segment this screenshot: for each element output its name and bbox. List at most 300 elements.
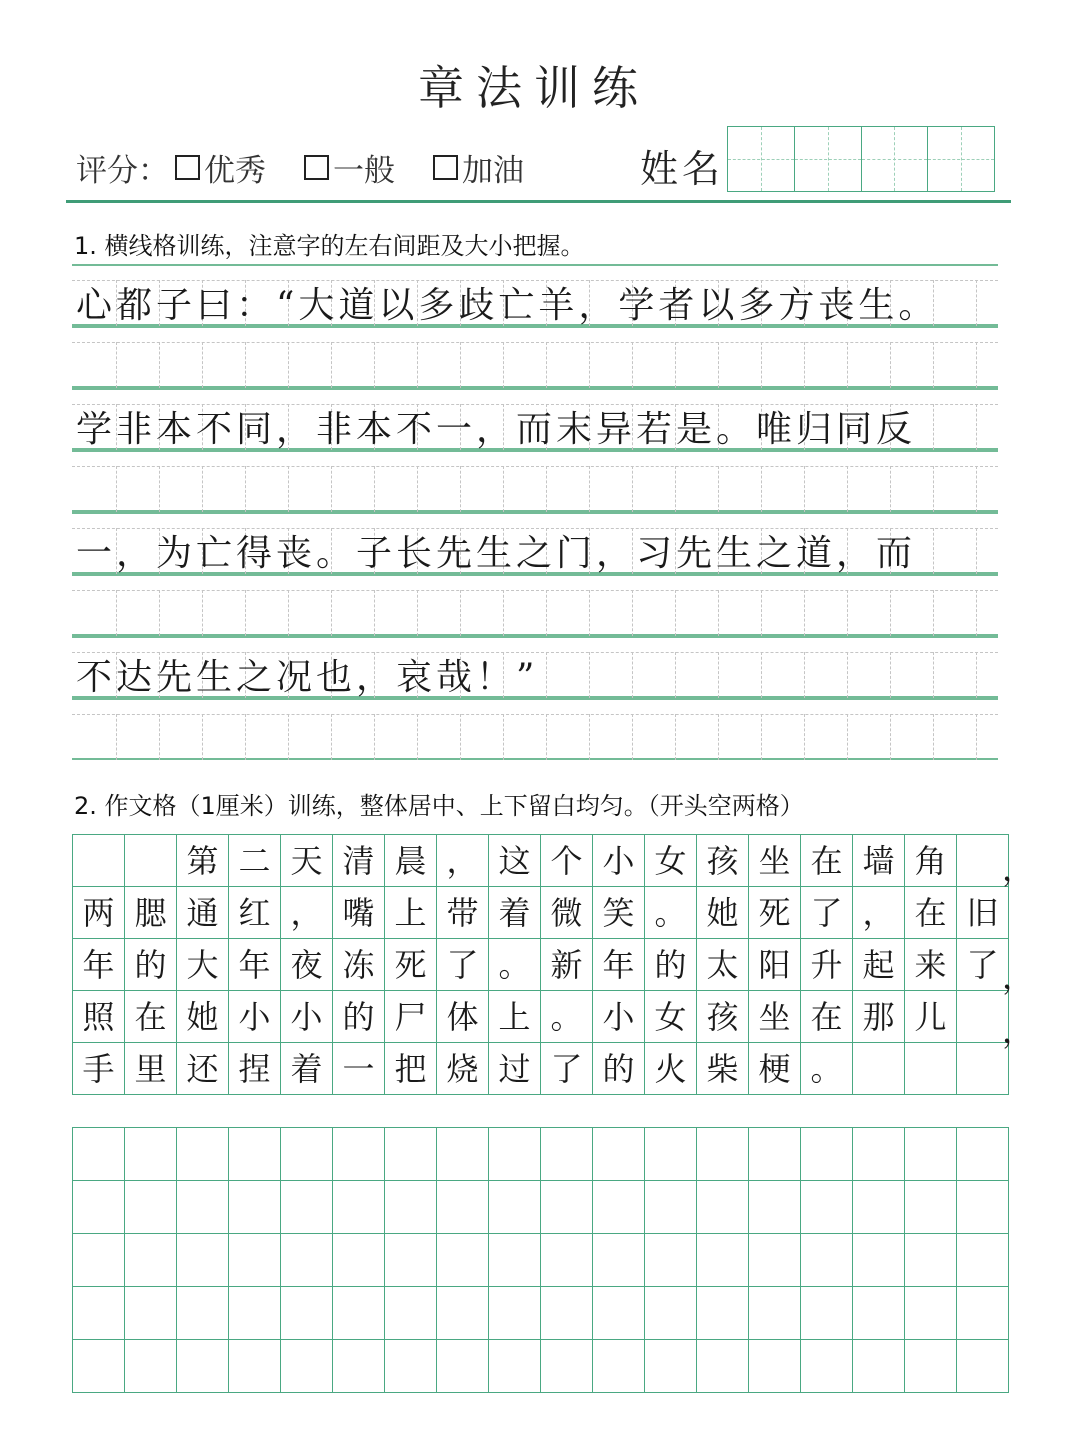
blank-grid-cell[interactable] [905, 1340, 957, 1393]
sample-text: 一，为亡得丧。子长先生之门，习先生之道，而 [76, 533, 917, 574]
grid-cell: 。 [489, 939, 541, 991]
column-guide [804, 466, 805, 512]
column-guide [116, 590, 117, 636]
grid-cell: 过 [489, 1043, 541, 1095]
column-guide [288, 590, 289, 636]
blank-grid-cell[interactable] [385, 1128, 437, 1181]
column-guide [976, 342, 977, 388]
blank-grid-cell[interactable] [333, 1181, 385, 1234]
grid-cell: 笑 [593, 887, 645, 939]
blank-grid-cell[interactable] [437, 1128, 489, 1181]
checkbox-keep-going[interactable] [433, 155, 458, 180]
column-guide [718, 714, 719, 760]
column-guide [245, 590, 246, 636]
column-guide [761, 714, 762, 760]
grid-row [73, 835, 1009, 887]
grid-cell: 尸 [385, 991, 437, 1043]
blank-grid-cell[interactable] [957, 1234, 1009, 1287]
column-guide [288, 714, 289, 760]
name-writing-grid[interactable] [727, 126, 995, 192]
grid-cell: 墙 [853, 835, 905, 887]
grid-cell: 年 [229, 939, 281, 991]
ruled-line [72, 280, 998, 281]
column-guide [632, 714, 633, 760]
column-guide [116, 342, 117, 388]
grid-cell [125, 835, 177, 887]
name-cell[interactable] [728, 127, 795, 191]
ruled-line [72, 466, 998, 467]
grid-cell: 把 [385, 1043, 437, 1095]
column-guide [632, 466, 633, 512]
blank-grid-cell[interactable] [229, 1128, 281, 1181]
practice-line[interactable] [72, 450, 998, 512]
column-guide [804, 652, 805, 698]
blank-grid-cell[interactable] [125, 1128, 177, 1181]
blank-grid-cell[interactable] [73, 1287, 125, 1340]
practice-line[interactable] [72, 698, 998, 760]
column-guide [933, 466, 934, 512]
ruled-line [72, 758, 998, 760]
blank-grid-cell[interactable] [801, 1234, 853, 1287]
column-guide [460, 466, 461, 512]
column-guide [159, 714, 160, 760]
blank-grid-cell[interactable] [957, 1128, 1009, 1181]
column-guide [202, 342, 203, 388]
column-guide [116, 466, 117, 512]
blank-grid-row [73, 1234, 1009, 1287]
sample-text-line [72, 636, 998, 698]
grid-cell: 捏 [229, 1043, 281, 1095]
blank-grid-cell[interactable] [593, 1181, 645, 1234]
ruled-line [72, 590, 998, 591]
grid-cell: 年 [593, 939, 645, 991]
blank-grid-cell[interactable] [697, 1234, 749, 1287]
grid-cell: 坐 [749, 991, 801, 1043]
column-guide [804, 590, 805, 636]
column-guide [804, 342, 805, 388]
grid-cell: 里 [125, 1043, 177, 1095]
page-title: 章法训练 [418, 61, 650, 115]
blank-grid-cell[interactable] [645, 1340, 697, 1393]
column-guide [245, 714, 246, 760]
blank-grid-cell[interactable] [749, 1340, 801, 1393]
name-cell[interactable] [795, 127, 862, 191]
grid-cell: 清 [333, 835, 385, 887]
blank-grid-cell[interactable] [801, 1181, 853, 1234]
ruled-line [72, 512, 998, 514]
column-guide [890, 342, 891, 388]
grid-cell: 小 [593, 835, 645, 887]
blank-grid-cell[interactable] [749, 1234, 801, 1287]
grid-cell: 了 [957, 939, 1009, 991]
blank-grid-cell[interactable] [281, 1181, 333, 1234]
grid-cell: 小 [281, 991, 333, 1043]
grid-cell: 第 [177, 835, 229, 887]
blank-grid-cell[interactable] [905, 1128, 957, 1181]
grid-cell: 手 [73, 1043, 125, 1095]
column-guide [976, 280, 977, 326]
blank-grid-cell[interactable] [489, 1181, 541, 1234]
column-guide [288, 466, 289, 512]
column-guide [933, 652, 934, 698]
blank-grid-cell[interactable] [177, 1340, 229, 1393]
blank-grid-cell[interactable] [385, 1287, 437, 1340]
grid-cell: 太 [697, 939, 749, 991]
blank-grid-cell[interactable] [489, 1287, 541, 1340]
column-guide [847, 466, 848, 512]
ruled-line [72, 574, 998, 576]
grid-cell: 一 [333, 1043, 385, 1095]
blank-grid-cell[interactable] [801, 1340, 853, 1393]
grid-cell: 着 [281, 1043, 333, 1095]
grid-cell: 的 [593, 1043, 645, 1095]
ruled-line [72, 714, 998, 715]
blank-grid-cell[interactable] [749, 1181, 801, 1234]
blank-grid-cell[interactable] [437, 1181, 489, 1234]
column-guide [933, 590, 934, 636]
column-guide [202, 466, 203, 512]
column-guide [503, 714, 504, 760]
blank-grid-cell[interactable] [593, 1287, 645, 1340]
score-option-label: 加油 [462, 152, 524, 189]
column-guide [976, 590, 977, 636]
column-guide [159, 590, 160, 636]
grid-cell: 了 [801, 887, 853, 939]
blank-grid-cell[interactable] [645, 1181, 697, 1234]
grid-cell: 着 [489, 887, 541, 939]
grid-cell: 孩 [697, 991, 749, 1043]
blank-grid-cell[interactable] [125, 1287, 177, 1340]
column-guide [933, 528, 934, 574]
blank-grid-cell[interactable] [177, 1128, 229, 1181]
blank-grid-cell[interactable] [541, 1340, 593, 1393]
grid-cell: 照 [73, 991, 125, 1043]
grid-row [73, 991, 1009, 1043]
grid-row [73, 939, 1009, 991]
score-label: 评分： [76, 152, 169, 189]
blank-grid-cell[interactable] [437, 1340, 489, 1393]
column-guide [890, 652, 891, 698]
column-guide [976, 652, 977, 698]
grid-cell: 带 [437, 887, 489, 939]
column-guide [116, 714, 117, 760]
blank-grid-cell[interactable] [333, 1340, 385, 1393]
column-guide [675, 652, 676, 698]
grid-cell: 那 [853, 991, 905, 1043]
blank-grid-cell[interactable] [333, 1128, 385, 1181]
blank-grid-cell[interactable] [281, 1234, 333, 1287]
column-guide [159, 342, 160, 388]
grid-cell: ， [437, 835, 489, 887]
blank-grid-cell[interactable] [905, 1181, 957, 1234]
column-guide [890, 714, 891, 760]
grid-cell: 阳 [749, 939, 801, 991]
blank-grid-cell[interactable] [853, 1340, 905, 1393]
column-guide [202, 590, 203, 636]
grid-cell: 微 [541, 887, 593, 939]
grid-cell: 二 [229, 835, 281, 887]
column-guide [761, 652, 762, 698]
column-guide [976, 404, 977, 450]
blank-grid-cell[interactable] [73, 1128, 125, 1181]
section1-instruction: 1. 横线格训练，注意字的左右间距及大小把握。 [74, 232, 585, 260]
column-guide [331, 466, 332, 512]
blank-grid-cell[interactable] [541, 1181, 593, 1234]
grid-cell: 这 [489, 835, 541, 887]
column-guide [417, 590, 418, 636]
column-guide [890, 466, 891, 512]
blank-grid-cell[interactable] [645, 1234, 697, 1287]
column-guide [546, 466, 547, 512]
grid-cell: 来 [905, 939, 957, 991]
blank-grid-cell[interactable] [593, 1340, 645, 1393]
blank-grid-cell[interactable] [281, 1128, 333, 1181]
grid-cell: 还 [177, 1043, 229, 1095]
column-guide [761, 590, 762, 636]
column-guide [503, 590, 504, 636]
grid-cell: 通 [177, 887, 229, 939]
column-guide [718, 590, 719, 636]
blank-grid-cell[interactable] [853, 1128, 905, 1181]
blank-grid-cell[interactable] [853, 1287, 905, 1340]
blank-grid-cell[interactable] [593, 1234, 645, 1287]
grid-cell: 夜 [281, 939, 333, 991]
ruled-line [72, 698, 998, 700]
grid-cell: 升 [801, 939, 853, 991]
grid-cell: 孩 [697, 835, 749, 887]
column-guide [718, 652, 719, 698]
blank-grid-cell[interactable] [905, 1287, 957, 1340]
column-guide [460, 590, 461, 636]
blank-grid-cell[interactable] [73, 1340, 125, 1393]
sample-text-line [72, 264, 998, 326]
column-guide [933, 404, 934, 450]
blank-grid-cell[interactable] [73, 1234, 125, 1287]
column-guide [847, 590, 848, 636]
grid-cell: 死 [385, 939, 437, 991]
column-guide [976, 714, 977, 760]
blank-grid-cell[interactable] [801, 1128, 853, 1181]
column-guide [890, 590, 891, 636]
blank-grid-cell[interactable] [957, 1340, 1009, 1393]
grid-cell: 她 [697, 887, 749, 939]
blank-grid-cell[interactable] [125, 1181, 177, 1234]
column-guide [718, 466, 719, 512]
column-guide [503, 342, 504, 388]
column-guide [417, 714, 418, 760]
blank-grid-cell[interactable] [489, 1340, 541, 1393]
grid-cell: 上 [489, 991, 541, 1043]
score-option-excellent[interactable] [175, 145, 266, 190]
section2-instruction: 2. 作文格（1厘米）训练，整体居中、上下留白均匀。（开头空两格） [74, 792, 804, 820]
column-guide [589, 590, 590, 636]
blank-grid-cell[interactable] [957, 1287, 1009, 1340]
grid-cell: 在 [801, 991, 853, 1043]
blank-grid-cell[interactable] [437, 1234, 489, 1287]
blank-grid-cell[interactable] [229, 1234, 281, 1287]
sample-text: 学非本不同，非本不一，而末异若是。唯归同反 [76, 409, 917, 450]
blank-grid-row [73, 1181, 1009, 1234]
blank-grid-cell[interactable] [957, 1181, 1009, 1234]
column-guide [374, 714, 375, 760]
grid-cell: 女 [645, 835, 697, 887]
blank-grid-cell[interactable] [229, 1287, 281, 1340]
grid-cell: 小 [593, 991, 645, 1043]
column-guide [589, 342, 590, 388]
grid-cell: 梗 [749, 1043, 801, 1095]
blank-grid-cell[interactable] [229, 1340, 281, 1393]
blank-grid-cell[interactable] [177, 1181, 229, 1234]
column-guide [245, 342, 246, 388]
blank-grid-cell[interactable] [541, 1287, 593, 1340]
column-guide [675, 466, 676, 512]
blank-grid-cell[interactable] [385, 1181, 437, 1234]
column-guide [546, 342, 547, 388]
grid-cell: 她 [177, 991, 229, 1043]
grid-cell: 在 [801, 835, 853, 887]
grid-cell: 。 [541, 991, 593, 1043]
blank-grid-cell[interactable] [229, 1181, 281, 1234]
header-divider [66, 200, 1011, 203]
column-guide [546, 652, 547, 698]
blank-grid-cell[interactable] [749, 1128, 801, 1181]
blank-grid-cell[interactable] [645, 1128, 697, 1181]
blank-grid-cell[interactable] [541, 1234, 593, 1287]
grid-cell: 角 [905, 835, 957, 887]
column-guide [761, 342, 762, 388]
blank-grid-cell[interactable] [281, 1287, 333, 1340]
column-guide [288, 342, 289, 388]
grid-cell: 女 [645, 991, 697, 1043]
blank-grid-cell[interactable] [593, 1128, 645, 1181]
score-option-average[interactable] [304, 145, 395, 190]
column-guide [159, 466, 160, 512]
ruled-line [72, 342, 998, 343]
grid-cell [73, 835, 125, 887]
composition-grid [72, 834, 1009, 1095]
sample-text: 心都子曰：“大道以多歧亡羊，学者以多方丧生。 [76, 285, 939, 326]
grid-cell: 死 [749, 887, 801, 939]
grid-cell: 嘴 [333, 887, 385, 939]
column-guide [374, 342, 375, 388]
ruled-line [72, 450, 998, 452]
checkbox-average[interactable] [304, 155, 329, 180]
blank-grid-cell[interactable] [489, 1128, 541, 1181]
column-guide [675, 590, 676, 636]
grid-cell: 在 [125, 991, 177, 1043]
grid-cell: 天 [281, 835, 333, 887]
blank-grid-cell[interactable] [125, 1340, 177, 1393]
grid-cell: 冻 [333, 939, 385, 991]
blank-grid-cell[interactable] [177, 1287, 229, 1340]
blank-grid-cell[interactable] [853, 1181, 905, 1234]
blank-grid-cell[interactable] [749, 1287, 801, 1340]
grid-cell [957, 991, 1009, 1043]
grid-cell [905, 1043, 957, 1095]
blank-grid-cell[interactable] [333, 1287, 385, 1340]
grid-cell: 。 [645, 887, 697, 939]
grid-row [73, 887, 1009, 939]
blank-grid-cell[interactable] [905, 1234, 957, 1287]
blank-grid-cell[interactable] [697, 1340, 749, 1393]
column-guide [374, 466, 375, 512]
grid-cell: 小 [229, 991, 281, 1043]
grid-cell: 晨 [385, 835, 437, 887]
name-label: 姓名 [640, 147, 725, 191]
checkbox-excellent[interactable] [175, 155, 200, 180]
blank-grid-cell[interactable] [437, 1287, 489, 1340]
overflow-comma: ， [1002, 850, 1035, 888]
score-option-keep-going[interactable] [433, 145, 524, 190]
blank-grid-cell[interactable] [697, 1128, 749, 1181]
practice-line[interactable] [72, 574, 998, 636]
grid-cell: 年 [73, 939, 125, 991]
grid-cell: 坐 [749, 835, 801, 887]
ruled-line [72, 652, 998, 653]
blank-grid-cell[interactable] [125, 1234, 177, 1287]
score-option-label: 优秀 [204, 152, 266, 189]
blank-grid-cell[interactable] [489, 1234, 541, 1287]
grid-cell: 旧 [957, 887, 1009, 939]
column-guide [761, 466, 762, 512]
blank-grid-cell[interactable] [385, 1340, 437, 1393]
grid-cell: 柴 [697, 1043, 749, 1095]
column-guide [675, 714, 676, 760]
blank-grid-cell[interactable] [541, 1128, 593, 1181]
blank-grid-cell[interactable] [333, 1234, 385, 1287]
column-guide [847, 714, 848, 760]
blank-grid-cell[interactable] [281, 1340, 333, 1393]
ruled-line [72, 388, 998, 390]
column-guide [675, 342, 676, 388]
score-row [76, 142, 562, 192]
blank-grid-cell[interactable] [853, 1234, 905, 1287]
ruled-line [72, 404, 998, 405]
column-guide [460, 714, 461, 760]
blank-grid-row [73, 1340, 1009, 1393]
column-guide [546, 590, 547, 636]
name-cell[interactable] [928, 127, 994, 191]
column-guide [202, 714, 203, 760]
practice-line[interactable] [72, 326, 998, 388]
column-guide [976, 528, 977, 574]
blank-grid-cell[interactable] [177, 1234, 229, 1287]
grid-cell: 起 [853, 939, 905, 991]
grid-cell: 体 [437, 991, 489, 1043]
blank-grid-cell[interactable] [645, 1287, 697, 1340]
blank-grid-cell[interactable] [697, 1181, 749, 1234]
column-guide [503, 466, 504, 512]
blank-practice-grid[interactable] [72, 1127, 1009, 1393]
blank-grid-cell[interactable] [801, 1287, 853, 1340]
grid-cell: 儿 [905, 991, 957, 1043]
blank-grid-cell[interactable] [385, 1234, 437, 1287]
column-guide [933, 342, 934, 388]
score-option-label: 一般 [333, 152, 395, 189]
blank-grid-cell[interactable] [73, 1181, 125, 1234]
overflow-comma: ， [1002, 1012, 1035, 1050]
column-guide [804, 714, 805, 760]
grid-cell: 火 [645, 1043, 697, 1095]
column-guide [374, 590, 375, 636]
blank-grid-cell[interactable] [697, 1287, 749, 1340]
grid-cell: 烧 [437, 1043, 489, 1095]
grid-cell: 大 [177, 939, 229, 991]
column-guide [245, 466, 246, 512]
name-cell[interactable] [862, 127, 929, 191]
grid-cell [957, 1043, 1009, 1095]
column-guide [718, 342, 719, 388]
